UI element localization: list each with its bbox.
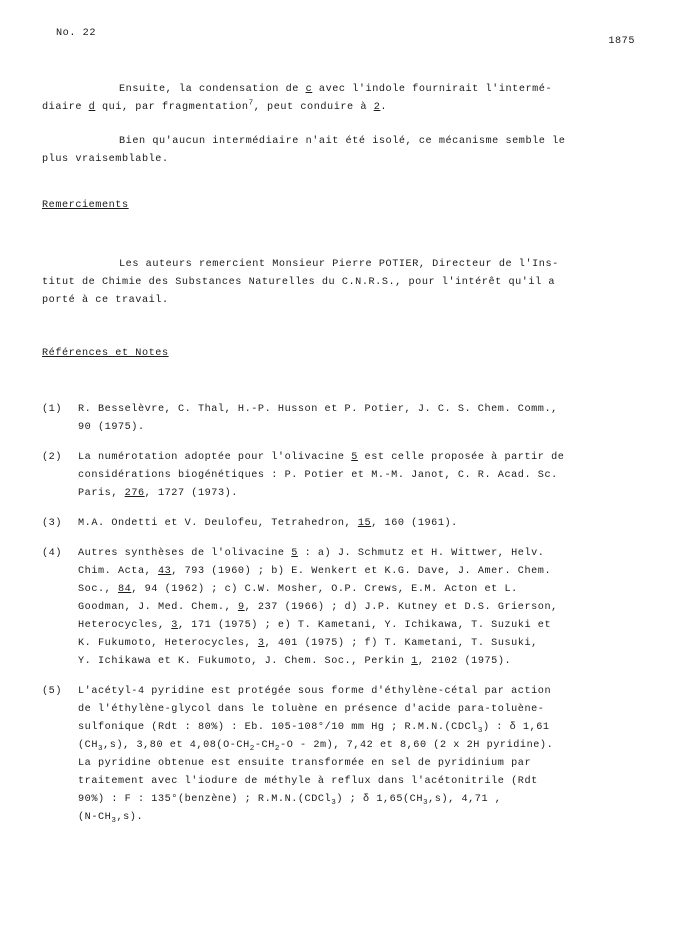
intro-paragraph-1	[42, 81, 642, 117]
reference-line: considérations biogénétiques : P. Potier et M.-M. Janot, C. R. Acad. Sc.	[78, 470, 558, 481]
text-run: (N-CH	[78, 812, 112, 823]
text-run: Ensuite, la condensation de	[119, 84, 306, 95]
reference-line: 90 (1975).	[78, 422, 145, 433]
reference-line	[78, 791, 636, 809]
reference-line: de l'éthylène-glycol dans le toluène en présence d'acide para-toluène-	[78, 704, 545, 715]
reference-item	[42, 545, 642, 671]
reference-text	[78, 401, 636, 437]
text-run: , 1727 (1973).	[144, 488, 238, 499]
reference-item	[42, 515, 642, 533]
reference-line	[78, 719, 636, 737]
reference-number: (5)	[42, 686, 62, 697]
volume-number: 3	[171, 620, 178, 631]
text-run: , 401 (1975) ; f) T. Kametani, T. Susuki,	[264, 638, 538, 649]
text-run: Y. Ichikawa et K. Fukumoto, J. Chem. Soc., Perkin	[78, 656, 412, 667]
subscript: 3	[98, 745, 104, 754]
text-run: Goodman, J. Med. Chem.,	[78, 602, 238, 613]
text-run: -CH	[254, 740, 275, 751]
reference-number: (2)	[42, 452, 62, 463]
text-run: , 160 (1961).	[371, 518, 458, 529]
subscript: 3	[423, 799, 429, 808]
text-run: : a) J. Schmutz et H. Wittwer, Helv.	[297, 548, 545, 559]
text-run: K. Fukumoto, Heterocycles,	[78, 638, 258, 649]
text-run: La numérotation adoptée pour l'olivacine	[78, 452, 352, 463]
text-run: , 171 (1975) ; e) T. Kametani, Y. Ichikawa, T. Suzuki et	[177, 620, 552, 631]
compound-label: c	[305, 84, 313, 95]
reference-line	[78, 449, 636, 467]
intro-line: Bien qu'aucun intermédiaire n'ait été isolé, ce mécanisme semble le	[119, 136, 566, 147]
compound-label: 2	[373, 102, 381, 113]
reference-line	[78, 617, 636, 635]
journal-issue-number: No. 22	[56, 28, 96, 39]
intro-line: plus vraisemblable.	[42, 154, 169, 165]
reference-text	[78, 545, 636, 671]
acknowledgements-heading: Remerciements	[42, 200, 129, 211]
text-run: sulfonique (Rdt : 80%) : Eb. 105-108°/10 mm Hg ; R.M.N.(CDCl	[78, 722, 478, 733]
text-run: M.A. Ondetti et V. Deulofeu, Tetrahedron,	[78, 518, 358, 529]
footnote-marker: 7	[248, 99, 254, 108]
reference-line	[78, 563, 636, 581]
text-run: qui, par fragmentation	[95, 102, 249, 113]
volume-number: 15	[357, 518, 372, 529]
volume-number: 1	[411, 656, 418, 667]
volume-number: 84	[117, 584, 132, 595]
text-run: ) : δ 1,61	[482, 722, 550, 733]
compound-number: 5	[351, 452, 358, 463]
subscript: 3	[111, 817, 117, 826]
page-number: 1875	[608, 36, 635, 47]
intro-line	[42, 99, 642, 117]
references-list	[42, 401, 642, 827]
text-run: ,s).	[116, 812, 144, 823]
text-run: , 793 (1960) ; b) E. Wenkert et K.G. Dave, J. Amer. Chem.	[171, 566, 552, 577]
reference-line	[78, 581, 636, 599]
intro-line	[42, 81, 642, 99]
volume-number: 3	[257, 638, 265, 649]
text-run: ) ; δ 1,65(CH	[336, 794, 423, 805]
reference-line: L'acétyl-4 pyridine est protégée sous forme d'éthylène-cétal par action	[78, 686, 552, 697]
text-run: Heterocycles,	[78, 620, 172, 631]
subscript: 2	[249, 745, 255, 754]
reference-number: (3)	[42, 518, 62, 529]
reference-line	[78, 653, 636, 671]
volume-number: 9	[237, 602, 245, 613]
text-run: 90%) : F : 135°(benzène) ; R.M.N.(CDCl	[78, 794, 332, 805]
reference-text	[78, 515, 636, 533]
reference-line: La pyridine obtenue est ensuite transformée en sel de pyridinium par	[78, 758, 532, 769]
subscript: 3	[331, 799, 337, 808]
volume-number: 276	[124, 488, 145, 499]
reference-item	[42, 449, 642, 503]
text-run: , 237 (1966) ; d) J.P. Kutney et D.S. Grierson,	[244, 602, 558, 613]
text-run: est celle proposée à partir de	[357, 452, 565, 463]
text-run: ,s), 4,71 ,	[428, 794, 502, 805]
reference-item	[42, 401, 642, 437]
reference-line	[78, 737, 636, 755]
acknowledgements-paragraph	[42, 256, 642, 310]
subscript: 3	[477, 727, 483, 736]
subscript: 2	[274, 745, 281, 754]
text-run: -O - 2m), 7,42 et 8,60 (2 x 2H pyridine).	[280, 740, 554, 751]
text-run: Chim. Acta,	[78, 566, 158, 577]
text-run: , 94 (1962) ; c) C.W. Mosher, O.P. Crews, E.M. Acton et L.	[131, 584, 518, 595]
text-run: , 2102 (1975).	[417, 656, 512, 667]
reference-line	[78, 599, 636, 617]
compound-label: d	[88, 102, 96, 113]
reference-line: traitement avec l'iodure de méthyle à reflux dans l'acétonitrile (Rdt	[78, 776, 538, 787]
text-run: Paris,	[78, 488, 125, 499]
reference-line	[78, 635, 636, 653]
text-run: .	[380, 102, 388, 113]
ack-line: titut de Chimie des Substances Naturelles du C.N.R.S., pour l'intérêt qu'il a	[42, 277, 556, 288]
references-heading: Références et Notes	[42, 348, 169, 359]
compound-number: 5	[291, 548, 298, 559]
reference-text	[78, 449, 636, 503]
reference-number: (4)	[42, 548, 62, 559]
text-run: , peut conduire à	[253, 102, 374, 113]
intro-paragraph-2	[42, 133, 642, 169]
reference-line	[78, 545, 636, 563]
volume-number: 43	[157, 566, 172, 577]
text-run: Soc.,	[78, 584, 118, 595]
ack-line: porté à ce travail.	[42, 295, 169, 306]
text-run: avec l'indole fournirait l'intermé-	[312, 84, 553, 95]
reference-text	[78, 683, 636, 827]
reference-number: (1)	[42, 404, 62, 415]
reference-line: R. Besselèvre, C. Thal, H.-P. Husson et P. Potier, J. C. S. Chem. Comm.,	[78, 404, 558, 415]
reference-item	[42, 683, 642, 827]
text-run: diaire	[42, 102, 89, 113]
text-run: (CH	[78, 740, 98, 751]
text-run: ,s), 3,80 et 4,08(O-CH	[103, 740, 250, 751]
reference-line	[78, 809, 636, 827]
reference-line	[78, 515, 636, 533]
reference-line	[78, 485, 636, 503]
ack-line: Les auteurs remercient Monsieur Pierre POTIER, Directeur de l'Ins-	[119, 259, 559, 270]
text-run: Autres synthèses de l'olivacine	[78, 548, 292, 559]
